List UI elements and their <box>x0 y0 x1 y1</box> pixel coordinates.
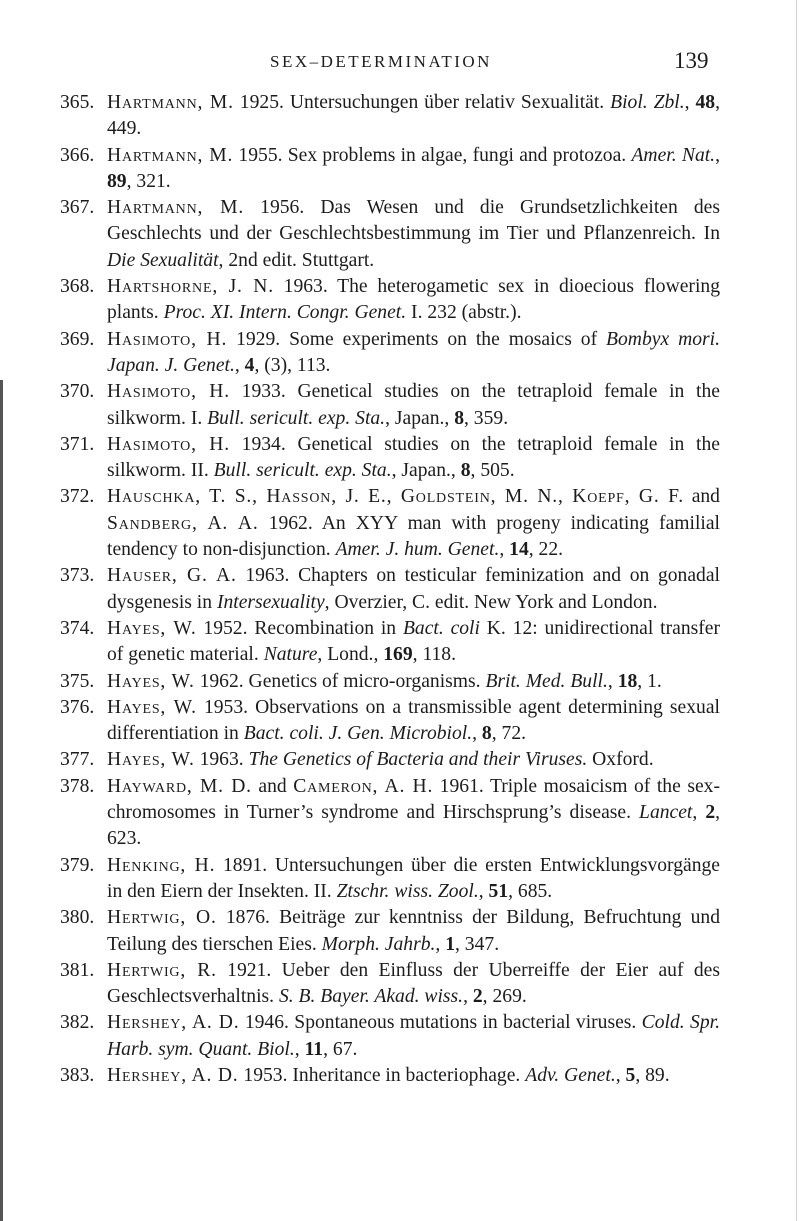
reference-text: , <box>463 986 473 1008</box>
reference-entry <box>60 616 720 669</box>
reference-author: Hasimoto, H. <box>107 433 230 455</box>
reference-journal: Adv. Genet. <box>525 1064 616 1086</box>
reference-text: , <box>478 880 489 902</box>
reference-volume: 8 <box>460 460 471 482</box>
reference-pages: , 449. <box>107 92 720 140</box>
reference-author: Hartmann, M. <box>107 144 234 166</box>
reference-coauthor: Cameron, A. H. <box>293 775 434 797</box>
reference-journal: Ztschr. wiss. Zool. <box>336 880 479 902</box>
reference-volume: 8 <box>481 723 492 745</box>
reference-volume: 14 <box>509 539 529 561</box>
running-head: SEX–DETERMINATION <box>270 52 492 71</box>
reference-text: 1946. Spontaneous mutations in bacterial viruses. <box>239 1012 642 1034</box>
reference-pages: , 67. <box>323 1038 358 1060</box>
reference-entry <box>60 669 720 695</box>
reference-pages: , 22. <box>528 539 564 561</box>
reference-author: Hershey, A. D. <box>107 1012 240 1034</box>
reference-entry <box>60 274 720 327</box>
reference-author: Hasimoto, H. <box>107 381 230 403</box>
reference-number: 380. <box>60 907 95 929</box>
reference-entry <box>60 1063 720 1089</box>
reference-author: Hayes, W. <box>107 749 195 771</box>
reference-author: Hertwig, R. <box>107 959 217 981</box>
reference-journal: Morph. Jahrb. <box>321 933 436 955</box>
reference-journal: Bact. coli. J. Gen. Microbiol. <box>243 723 473 745</box>
reference-text: 1925. Untersuchungen über relativ Sexualität. <box>233 92 611 113</box>
reference-text: 1952. Recombination in <box>196 617 403 639</box>
reference-text: 1963. Chapters on testicular feminization and on gonadal dysgenesis in <box>107 565 720 613</box>
reference-pages: , 347. <box>455 933 500 955</box>
reference-text: Oxford. <box>587 749 654 771</box>
reference-text: 1891. Untersuchungen über die ersten Entwicklungsvorgänge in den Eiern der Insekten. II. <box>107 854 720 902</box>
reference-entry <box>60 774 720 853</box>
reference-text: , Overzier, C. edit. New York and London. <box>324 591 658 613</box>
reference-text: 1956. Das Wesen und die Grundsetzlichkeiten des Geschlechts und der Geschlechtsbestimmung im Tier und Pflanzenreich. In <box>107 197 720 245</box>
reference-number: 374. <box>60 617 95 639</box>
reference-coauthor: Sandberg, A. A. <box>107 512 259 534</box>
reference-pages: , 359. <box>464 407 509 429</box>
reference-entry <box>60 1010 720 1063</box>
reference-entry <box>60 484 720 563</box>
reference-author: Hayes, W. <box>107 617 197 639</box>
reference-journal: Proc. XI. Intern. Congr. Genet. <box>163 302 407 324</box>
reference-number: 369. <box>60 328 95 350</box>
reference-entry <box>60 195 720 274</box>
reference-text: 1962. An XYY man with progeny indicating familial tendency to non-disjunction. <box>107 512 720 561</box>
reference-journal: Biol. Zbl. <box>610 92 685 113</box>
reference-entry <box>60 747 720 773</box>
reference-pages: , 623. <box>107 802 721 850</box>
reference-text: 1953. Inheritance in bacteriophage. <box>238 1064 526 1086</box>
reference-number: 376. <box>60 696 95 718</box>
reference-author: Hartmann, M. <box>107 92 234 113</box>
reference-text: 1933. Genetical studies on the tetraploid female in the silkworm. I. <box>107 381 720 429</box>
reference-number: 383. <box>60 1064 95 1086</box>
reference-pages: , 72. <box>491 723 527 745</box>
reference-journal: Bull. sericult. exp. Sta. <box>207 407 386 429</box>
reference-author: Hasimoto, H. <box>107 328 228 350</box>
reference-number: 365. <box>60 92 95 113</box>
reference-number: 368. <box>60 276 95 298</box>
reference-entry <box>60 563 720 616</box>
reference-entry <box>60 905 720 958</box>
reference-text: 1963. The heterogametic sex in dioecious flowering plants. <box>107 276 720 324</box>
right-edge-rule <box>796 0 797 1221</box>
reference-entry <box>60 90 720 143</box>
reference-number: 367. <box>60 197 95 219</box>
reference-journal: Amer. J. hum. Genet. <box>335 539 500 561</box>
reference-list <box>60 90 720 1089</box>
reference-volume: 5 <box>625 1064 636 1086</box>
reference-volume: 11 <box>304 1038 324 1060</box>
reference-author: Hauschka, T. S., Hasson, J. E., Goldstein, M. N., Koepf, G. F. <box>107 486 684 508</box>
left-edge-rule <box>0 380 3 1221</box>
reference-journal: Bombyx mori. Japan. J. Genet. <box>107 328 720 376</box>
reference-number: 381. <box>60 959 95 981</box>
reference-pages: , 269. <box>482 986 527 1008</box>
reference-pages: , (3), 113. <box>254 354 331 376</box>
reference-entry <box>60 695 720 748</box>
reference-journal: The Genetics of Bacteria and their Viruses. <box>248 749 588 771</box>
reference-text: 1876. Beiträge zur kenntniss der Bildung, Befruchtung und Teilung des tierschen Eies. <box>107 907 720 955</box>
reference-text: 1929. Some experiments on the mosaics of <box>227 328 607 350</box>
reference-author: Hartshorne, J. N. <box>107 276 274 298</box>
reference-entry <box>60 327 720 380</box>
reference-journal: Bact. coli <box>402 617 480 639</box>
reference-text: , <box>234 354 245 376</box>
reference-volume: 2 <box>705 802 716 824</box>
reference-text: 1955. Sex problems in algae, fungi and protozoa. <box>233 144 632 166</box>
reference-number: 378. <box>60 775 95 797</box>
reference-pages: , 321. <box>126 170 171 192</box>
reference-volume: 8 <box>454 407 464 429</box>
reference-text: , <box>684 92 696 113</box>
reference-text: , <box>607 670 618 692</box>
reference-text: , <box>692 802 706 824</box>
reference-text: , Lond., <box>317 644 384 666</box>
reference-text: and <box>251 775 294 797</box>
reference-text: 1953. Observations on a transmissible agent determining sexual differentiation in <box>107 696 720 745</box>
reference-number: 379. <box>60 854 95 876</box>
reference-journal: Cold. Spr. Harb. sym. Quant. Biol. <box>107 1012 720 1060</box>
reference-text: , <box>499 539 510 561</box>
reference-pages: , 89. <box>635 1064 670 1086</box>
reference-entry <box>60 432 720 485</box>
reference-author: Hauser, G. A. <box>107 565 237 587</box>
reference-author: Henking, H. <box>107 854 216 876</box>
reference-text: , 2nd edit. Stuttgart. <box>218 249 375 271</box>
reference-text: 1961. Triple mosaicism of the sex-chromosomes in Turner’s syndrome and Hirschsprung’s disease. <box>107 775 720 824</box>
reference-text: I. 232 (abstr.). <box>406 302 522 324</box>
reference-pages: , 505. <box>470 460 515 482</box>
page-number: 139 <box>674 48 709 73</box>
reference-number: 382. <box>60 1012 95 1034</box>
reference-text: 1921. Ueber den Einfluss der Uberreiffe der Eier auf des Geschlectsverhaltnis. <box>107 959 720 1008</box>
reference-journal: Amer. Nat. <box>631 144 716 166</box>
reference-number: 371. <box>60 433 95 455</box>
reference-author: Hayward, M. D. <box>107 775 252 797</box>
reference-volume: 18 <box>617 670 638 692</box>
reference-number: 377. <box>60 749 95 771</box>
reference-volume: 48 <box>695 92 716 113</box>
reference-text: and <box>683 486 720 508</box>
reference-text: 1962. Genetics of micro-organisms. <box>194 670 486 692</box>
reference-number: 373. <box>60 565 95 587</box>
reference-journal: Intersexuality <box>216 591 325 613</box>
reference-number: 370. <box>60 381 95 403</box>
reference-volume: 169 <box>383 644 413 666</box>
reference-text: 1963. <box>194 749 249 771</box>
reference-journal: Lancet <box>639 802 693 824</box>
reference-volume: 4 <box>244 354 255 376</box>
reference-text: , Japan., <box>391 460 461 482</box>
reference-text: K. 12: unidirectional transfer of genetic material. <box>107 617 720 666</box>
reference-journal: Brit. Med. Bull. <box>485 670 608 692</box>
reference-text: , Japan., <box>385 407 455 429</box>
reference-volume: 51 <box>488 880 509 902</box>
reference-journal: Bull. sericult. exp. Sta. <box>213 460 392 482</box>
reference-text: , <box>615 1064 626 1086</box>
reference-author: Hayes, W. <box>107 670 195 692</box>
reference-text: , <box>294 1038 305 1060</box>
reference-text: , <box>715 144 720 166</box>
reference-text: , <box>472 723 482 745</box>
reference-journal: Die Sexualität <box>107 249 219 271</box>
reference-pages: , 685. <box>508 880 553 902</box>
reference-volume: 89 <box>107 170 127 192</box>
reference-volume: 2 <box>472 986 483 1008</box>
reference-text: , <box>435 933 446 955</box>
reference-journal: Nature <box>263 644 318 666</box>
reference-number: 375. <box>60 670 95 692</box>
reference-entry <box>60 379 720 432</box>
reference-volume: 1 <box>445 933 455 955</box>
reference-number: 372. <box>60 486 95 508</box>
reference-pages: , 1. <box>637 670 662 692</box>
reference-author: Hayes, W. <box>107 696 197 718</box>
reference-entry <box>60 958 720 1011</box>
reference-entry <box>60 143 720 196</box>
reference-author: Hartmann, M. <box>107 197 245 219</box>
reference-pages: , 118. <box>412 644 456 666</box>
reference-author: Hershey, A. D. <box>107 1064 239 1086</box>
reference-journal: S. B. Bayer. Akad. wiss. <box>278 986 464 1008</box>
page-header <box>0 50 800 80</box>
reference-author: Hertwig, O. <box>107 907 217 929</box>
reference-number: 366. <box>60 144 95 166</box>
reference-text: 1934. Genetical studies on the tetraploid female in the silkworm. II. <box>107 433 720 482</box>
reference-entry <box>60 853 720 906</box>
